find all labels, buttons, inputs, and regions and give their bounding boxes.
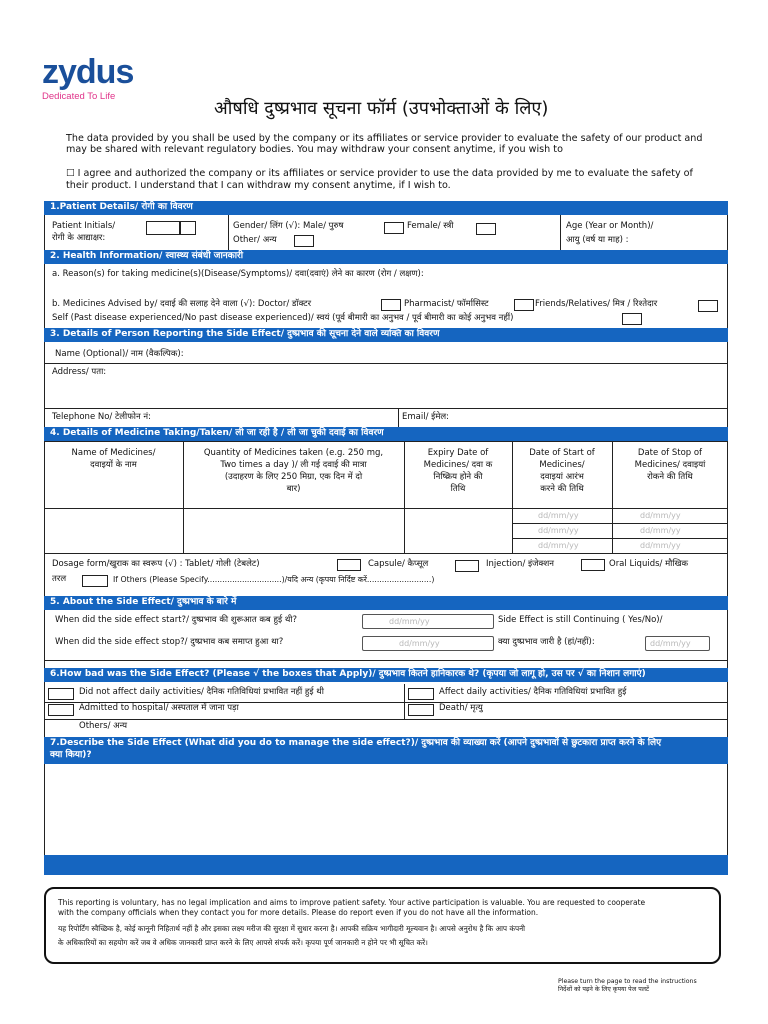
address-field[interactable]: Address/ पता: [52,367,107,377]
turn-page-note: Please turn the page to read the instructions [558,978,697,985]
still-continuing-label: Side Effect is still Continuing ( Yes/No)/ [498,615,663,625]
consent-line-1[interactable]: ☐ I agree and authorized the company or its affiliates or service provider to use the data provided by me to evaluate the safety of [66,168,693,179]
intro-line-2: may be shared with relevant regulatory bodies. You may withdraw your consent anytime, if you wish to [66,144,563,155]
start-date-input[interactable]: dd/mm/yy [538,511,579,520]
row-divider [44,508,728,509]
side-effect-description-field[interactable] [45,765,727,855]
date-placeholder: dd/mm/yy [650,639,691,648]
divider [228,215,229,250]
friends-label: Friends/Relatives/ मित्र / रिश्तेदार [535,299,658,309]
header-line: दवाइयों के नाम [90,460,137,470]
section-1-header: 1.Patient Details/ रोगी का विवरण [44,201,728,215]
section-7-title: 7.Describe the Side Effect (What did you do to manage the side effect?)/ दुष्प्रभाव की व्याख्या करें (आपने दुष्प्रभावों से छुटकारा प्राप्त करने के लिए [50,738,662,748]
row-divider [512,538,728,539]
other-gender-checkbox[interactable] [294,235,314,247]
logo-tagline: Dedicated To Life [42,91,116,102]
self-checkbox[interactable] [622,313,642,325]
oral-liquids-label-2: तरल [52,574,67,584]
row-divider [512,523,728,524]
form-title: औषधि दुष्प्रभाव सूचना फॉर्म (उपभोक्ताओं के लिए) [214,98,549,119]
section-7-title-2: क्या किया)? [50,750,92,760]
header-line: Expiry Date of [427,448,489,458]
header-line: Medicines/ [539,460,585,470]
death-label: Death/ मृत्यु [439,703,483,713]
col-header-quantity [183,447,404,495]
affect-daily-checkbox[interactable] [408,688,434,700]
col-header-start [512,447,612,495]
hospital-checkbox[interactable] [48,704,74,716]
header-line: रोकने की तिथि [647,472,693,482]
start-date-input[interactable]: dd/mm/yy [538,541,579,550]
doctor-checkbox[interactable] [381,299,401,311]
logo-wordmark: zydus [42,53,134,91]
section-7-header [44,737,728,764]
other-dosage-field[interactable]: If Others (Please Specify..............................)/यदि अन्य (कृपया निर्दिष्ट करें..........................) [113,575,435,584]
header-line: Quantity of Medicines taken (e.g. 250 mg, [203,448,384,458]
section-2-header: 2. Health Information/ स्वास्थ्य संबंधी जानकारी [44,250,728,264]
header-line: निष्क्रिय होने की [433,472,483,482]
header-line: Date of Stop of [637,448,703,458]
header-line: Two times a day )/ ली गई दवाई की मात्रा [220,460,367,470]
stop-date-input[interactable]: dd/mm/yy [640,511,681,520]
pharmacist-label: Pharmacist/ फॉर्मासिस्ट [404,299,489,309]
female-label: Female/ स्त्री [407,221,454,231]
stop-date-input[interactable]: dd/mm/yy [640,541,681,550]
header-line: Name of Medicines/ [71,448,156,458]
dosage-form-label: Dosage form/खुराक का स्वरूप (√) : Tablet/ गोली (टेबलेट) [52,559,260,569]
pharmacist-checkbox[interactable] [514,299,534,311]
header-line: Date of Start of [529,448,595,458]
header-line: Medicines/ दवाइयां [634,460,706,470]
section-7-footer-bar [44,855,728,875]
injection-checkbox[interactable] [581,559,605,571]
header-line: (उदाहरण के लिए 250 मिग्रा, एक दिन में दो [224,472,363,482]
header-line: तिथि [450,484,466,494]
notice-en-1: This reporting is voluntary, has no legal implication and aims to improve patient safety. Your active participation is valuable. You are requested to cooperate [58,898,646,907]
patient-initials-label: Patient Initials/ [52,221,116,231]
gender-label: Gender/ लिंग (√): Male/ पुरुष [233,221,344,231]
side-effect-start-label: When did the side effect start?/ दुष्प्रभाव की शुरूआत कब हुई थी? [55,615,297,625]
tablet-checkbox[interactable] [337,559,361,571]
notice-hi-2: के अधिकारियों का सहयोग करें जब वे अधिक जानकारी प्राप्त करने के लिए आपसे संपर्क करें। कृपया पूर्ण जानकारी न होने पर भी सूचित करें। [58,938,428,947]
header-line: बार) [286,484,301,494]
date-placeholder: dd/mm/yy [399,639,440,648]
consent-line-2: their product. I understand that I can withdraw my consent anytime, if I wish to. [66,180,451,191]
age-label-hi: आयु (वर्ष या माह) : [566,235,629,245]
col-header-expiry [404,447,512,495]
others-label: Others/ अन्य [79,721,128,731]
telephone-field[interactable]: Telephone No/ टेलीफोन नं: [52,412,151,422]
stop-date-input[interactable]: dd/mm/yy [640,526,681,535]
other-gender-label: Other/ अन्य [233,235,277,245]
notice-en-2: with the company officials when they contact you for more details. Please do report even if you do not have all the information. [58,908,539,917]
hospital-label: Admitted to hospital/ अस्पताल में जाना पड़ा [79,703,239,713]
section-3-header: 3. Details of Person Reporting the Side Effect/ दुष्प्रभाव की सूचना देने वाले व्यक्ति का विवरण [44,328,728,342]
capsule-label: Capsule/ कैप्सूल [368,559,429,569]
divider [560,215,561,250]
friends-checkbox[interactable] [698,300,718,312]
header-line: Medicines/ दवा क [423,460,493,470]
injection-label: Injection/ इंजेक्शन [486,559,554,569]
self-label: Self (Past disease experienced/No past disease experienced)/ स्वयं (पूर्व बीमारी का अनुभव / पूर्व बीमारी का कोई अनुभव नहीं) [52,313,514,323]
turn-page-note-hi: निर्देशों को पढ़ने के लिए कृपया पेज पलटें [558,986,650,993]
section-4-header: 4. Details of Medicine Taking/Taken/ ली जा रही है / ली जा चुकी दवाई का विवरण [44,427,728,441]
oral-liquids-checkbox[interactable] [82,575,108,587]
col-header-name [44,447,183,471]
date-placeholder: dd/mm/yy [389,617,430,626]
still-continuing-input[interactable] [645,636,710,651]
side-effect-stop-label: When did the side effect stop?/ दुष्प्रभाव कब समाप्त हुआ था? [55,637,284,647]
email-field[interactable]: Email/ ईमेल: [402,412,450,422]
no-affect-checkbox[interactable] [48,688,74,700]
advised-by-label: b. Medicines Advised by/ दवाई की सलाह देने वाला (√): Doctor/ डॉक्टर [52,299,312,309]
age-label: Age (Year or Month)/ [566,221,654,231]
oral-liquids-label: Oral Liquids/ मौखिक [609,559,689,569]
start-date-input[interactable]: dd/mm/yy [538,526,579,535]
initials-box-1[interactable] [146,221,180,235]
capsule-checkbox[interactable] [455,560,479,572]
patient-initials-label-hi: रोगी के आद्याक्षर: [52,233,106,243]
side-effect-start-date[interactable] [362,614,494,629]
no-affect-label: Did not affect daily activities/ दैनिक गतिविधियां प्रभावित नहीं हुई थी [79,687,324,697]
female-checkbox[interactable] [476,223,496,235]
company-logo [42,54,152,110]
divider [44,719,728,720]
side-effect-stop-date[interactable] [362,636,494,651]
notice-hi-1: यह रिपोर्टिंग स्वैच्छिक है, कोई कानूनी निहितार्थ नहीं है और इसका लक्ष्य मरीज की सुरक्षा में सुधार करना है। आपकी सक्रिय भागीदारी मूल्यवान है। आपसे अनुरोध है कि आप कंपनी [58,924,526,933]
death-checkbox[interactable] [408,704,434,716]
reason-label[interactable]: a. Reason(s) for taking medicine(s)(Disease/Symptoms)/ दवा(दवाएं) लेने का कारण (रोग / लक्षण): [52,269,424,279]
affect-daily-label: Affect daily activities/ दैनिक गतिविधियां प्रभावित हुई [439,687,627,697]
col-header-stop [612,447,728,483]
divider [44,363,728,364]
initials-box-2[interactable] [180,221,196,235]
header-line: दवाइयां आरंभ [540,472,584,482]
still-continuing-label-hi: क्या दुष्प्रभाव जारी है (हां/नहीं): [498,637,595,647]
footer-notice [44,887,721,964]
section-5-header: 5. About the Side Effect/ दुष्प्रभाव के बारे में [44,596,728,610]
divider [398,408,399,427]
male-checkbox[interactable] [384,222,404,234]
divider [44,408,728,409]
intro-line-1: The data provided by you shall be used by the company or its affiliates or service provider to evaluate the safety of our product and [66,133,703,144]
section-6-header: 6.How bad was the Side Effect? (Please √ the boxes that Apply)/ दुष्प्रभाव कितने हानिकारक थे? (कृपया जो लागू हो, उस पर √ का निशान लगाएं) [44,668,728,682]
divider [44,660,728,661]
header-line: करने की तिथि [540,484,584,494]
reporter-name-field[interactable]: Name (Optional)/ नाम (वैकल्पिक): [55,349,184,359]
